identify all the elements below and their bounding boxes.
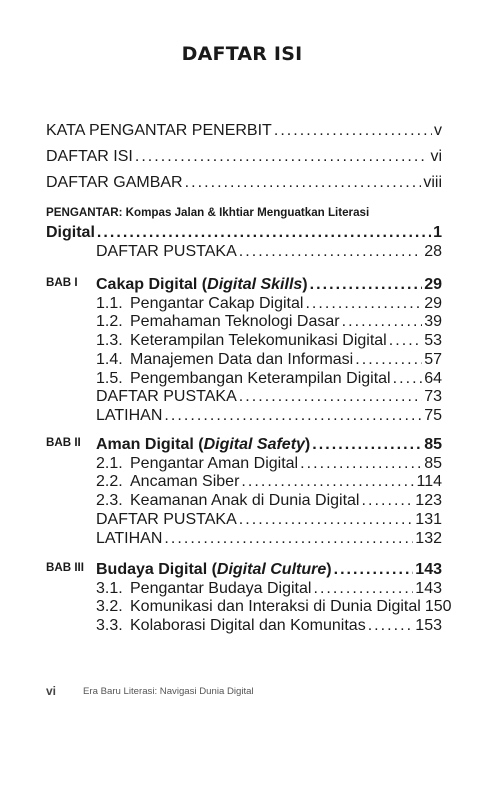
entry-label: DAFTAR GAMBAR bbox=[46, 174, 183, 191]
footer-page-number: vi bbox=[46, 684, 57, 698]
section-number: 1.5. bbox=[96, 369, 123, 387]
chapter-title: Aman Digital ( bbox=[96, 436, 204, 453]
toc-entry[interactable] bbox=[46, 122, 442, 138]
chapter-title: Cakap Digital ( bbox=[96, 276, 208, 293]
page-number: 57 bbox=[424, 350, 442, 368]
dot-leader bbox=[164, 530, 413, 548]
toc-entry[interactable] bbox=[96, 388, 442, 404]
section-number: 3.3. bbox=[96, 617, 123, 635]
page-number: 53 bbox=[424, 332, 442, 350]
entry-label: LATIHAN bbox=[96, 529, 163, 547]
dot-leader bbox=[313, 580, 413, 598]
entry-label: Manajemen Data dan Informasi bbox=[130, 350, 354, 368]
entry-label: Pemahaman Teknologi Dasar bbox=[130, 313, 340, 331]
toc-entry-pengantar[interactable] bbox=[46, 224, 442, 240]
toc-chapter-entry[interactable] bbox=[96, 276, 442, 292]
dot-leader bbox=[312, 436, 422, 454]
entry-label: Ancaman Siber bbox=[130, 473, 240, 491]
dot-leader bbox=[305, 295, 422, 313]
page-number: 75 bbox=[424, 406, 442, 424]
chapter-title-suffix: ) bbox=[326, 561, 332, 578]
dot-leader bbox=[342, 313, 423, 331]
dot-leader bbox=[361, 492, 413, 510]
dot-leader bbox=[185, 174, 422, 192]
page-number: 150 bbox=[424, 598, 452, 616]
toc-section-entry[interactable] bbox=[96, 580, 442, 596]
page-number: vi bbox=[430, 148, 442, 165]
entry-label: DAFTAR PUSTAKA bbox=[96, 510, 237, 528]
toc-section-entry[interactable] bbox=[96, 313, 442, 329]
page-number: 85 bbox=[424, 454, 442, 472]
section-number: 1.1. bbox=[96, 294, 123, 312]
page-number: 143 bbox=[415, 561, 442, 578]
page-number: 29 bbox=[424, 294, 442, 312]
toc-section-entry[interactable] bbox=[96, 295, 442, 311]
entry-label: Pengantar Cakap Digital bbox=[130, 294, 304, 312]
page-number: 114 bbox=[416, 473, 442, 491]
dot-leader bbox=[368, 617, 414, 635]
dot-leader bbox=[334, 561, 414, 579]
page-number: 143 bbox=[415, 579, 442, 597]
entry-label: DAFTAR ISI bbox=[46, 148, 133, 165]
entry-label: Komunikasi dan Interaksi di Dunia Digital bbox=[130, 598, 421, 616]
page-number: 39 bbox=[424, 313, 442, 331]
entry-label: KATA PENGANTAR PENERBIT bbox=[46, 122, 272, 139]
page-number: v bbox=[434, 122, 442, 139]
chapter-number: BAB II bbox=[46, 436, 81, 449]
toc-section-entry[interactable] bbox=[96, 370, 442, 386]
entry-label: Kolaborasi Digital dan Komunitas bbox=[130, 617, 366, 635]
chapter-number: BAB I bbox=[46, 276, 78, 289]
page-number: 132 bbox=[415, 529, 442, 547]
dot-leader bbox=[355, 351, 422, 369]
dot-leader bbox=[164, 407, 422, 425]
page-number: 123 bbox=[415, 492, 442, 510]
section-number: 1.4. bbox=[96, 350, 123, 368]
page-title: DAFTAR ISI bbox=[181, 43, 303, 65]
page-number: 85 bbox=[424, 436, 442, 453]
page-number: 131 bbox=[415, 510, 442, 528]
entry-label: Keamanan Anak di Dunia Digital bbox=[130, 492, 360, 510]
page-number: 153 bbox=[415, 617, 442, 635]
page-number: 29 bbox=[424, 276, 442, 293]
dot-leader bbox=[239, 388, 422, 406]
chapter-number: BAB III bbox=[46, 561, 85, 574]
chapter-title-italic: Digital Culture bbox=[216, 561, 327, 578]
toc-section-entry[interactable] bbox=[96, 473, 442, 489]
entry-label: Pengembangan Keterampilan Digital bbox=[130, 369, 391, 387]
toc-section-entry[interactable] bbox=[96, 617, 442, 633]
section-number: 2.3. bbox=[96, 492, 123, 510]
toc-section-entry[interactable] bbox=[96, 455, 442, 471]
chapter-title-suffix: ) bbox=[304, 436, 311, 453]
section-number: 2.2. bbox=[96, 473, 123, 491]
dot-leader bbox=[393, 370, 423, 388]
section-number: 1.3. bbox=[96, 332, 123, 350]
entry-label: DAFTAR PUSTAKA bbox=[96, 243, 237, 260]
toc-chapter-entry[interactable] bbox=[96, 561, 442, 577]
toc-entry[interactable] bbox=[46, 148, 442, 164]
section-number: 1.2. bbox=[96, 313, 123, 331]
page-number: 73 bbox=[424, 388, 442, 406]
page-number: 64 bbox=[424, 369, 442, 387]
dot-leader bbox=[310, 276, 423, 294]
dot-leader bbox=[135, 148, 429, 166]
footer-book-title: Era Baru Literasi: Navigasi Dunia Digital bbox=[83, 686, 254, 697]
toc-entry[interactable] bbox=[96, 530, 442, 546]
section-number: 2.1. bbox=[96, 454, 123, 472]
toc-entry[interactable] bbox=[96, 511, 442, 527]
toc-section-entry[interactable] bbox=[96, 332, 442, 348]
dot-leader bbox=[97, 224, 431, 242]
chapter-title-suffix: ) bbox=[302, 276, 308, 293]
dot-leader bbox=[300, 455, 422, 473]
toc-section-entry[interactable] bbox=[96, 492, 442, 508]
toc-entry[interactable] bbox=[46, 174, 442, 190]
dot-leader bbox=[389, 332, 422, 350]
entry-label: DAFTAR PUSTAKA bbox=[96, 388, 237, 406]
toc-entry-pengantar-title[interactable]: PENGANTAR: Kompas Jalan & Ikhtiar Menguatkan Literasi bbox=[46, 206, 370, 219]
entry-label: Pengantar Aman Digital bbox=[130, 454, 299, 472]
chapter-title-italic: Digital Safety bbox=[203, 436, 305, 453]
page-number: 28 bbox=[424, 243, 442, 260]
section-number: 3.1. bbox=[96, 579, 123, 597]
chapter-title-italic: Digital Skills bbox=[207, 276, 303, 293]
dot-leader bbox=[239, 243, 422, 261]
entry-label: Digital bbox=[46, 224, 95, 241]
dot-leader bbox=[274, 122, 432, 140]
toc-entry[interactable] bbox=[96, 407, 442, 423]
entry-label: Pengantar Budaya Digital bbox=[130, 579, 312, 597]
dot-leader bbox=[239, 511, 414, 529]
entry-label: Keterampilan Telekomunikasi Digital bbox=[130, 332, 387, 350]
toc-entry[interactable] bbox=[96, 243, 442, 259]
chapter-title: Budaya Digital ( bbox=[96, 561, 217, 578]
toc-section-entry[interactable] bbox=[96, 598, 452, 616]
dot-leader bbox=[241, 473, 414, 491]
toc-section-entry[interactable] bbox=[96, 351, 442, 367]
entry-label: LATIHAN bbox=[96, 406, 163, 424]
toc-chapter-entry[interactable] bbox=[96, 436, 442, 452]
section-number: 3.2. bbox=[96, 598, 123, 616]
page-number: viii bbox=[423, 174, 442, 191]
page-number: 1 bbox=[433, 224, 442, 241]
